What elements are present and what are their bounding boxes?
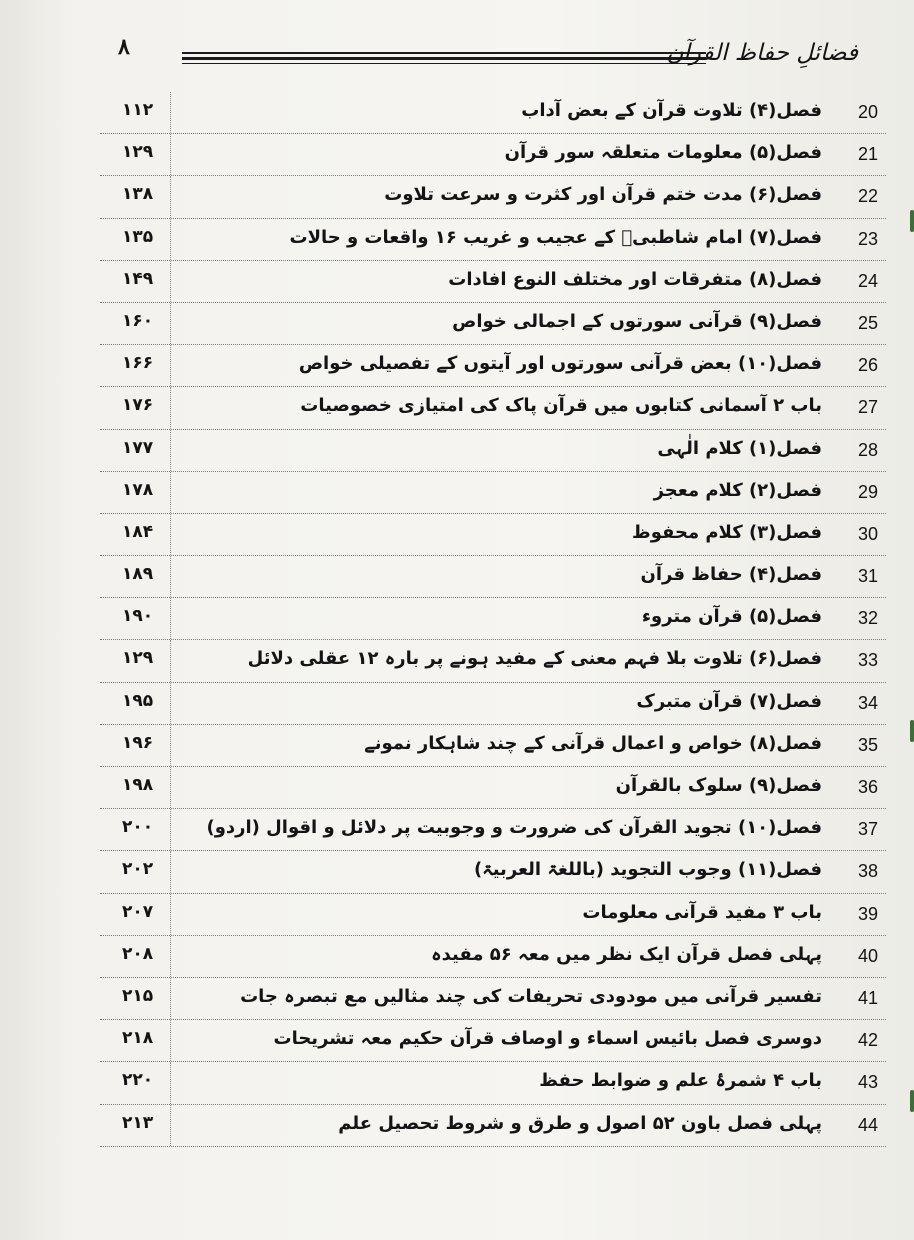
toc-entry-title: فصل(۱) کلام الٰہی [657,437,822,459]
toc-entry-title: فصل(۷) امام شاطبیؒ کے عجیب و غریب ۱۶ واقعات و حالات [289,226,822,248]
toc-row [100,767,886,809]
toc-serial-number: 20 [857,102,878,122]
column-divider [170,894,171,935]
toc-page-number: ۱۱۲ [122,100,154,120]
toc-serial-number: 36 [857,777,878,797]
column-divider [170,514,171,555]
column-divider [170,598,171,639]
toc-row [100,851,886,893]
page-number: ۸ [118,34,130,60]
toc-row [100,261,886,303]
toc-serial-number: 23 [857,228,878,249]
page-header [0,0,914,96]
header-rule [182,57,706,60]
toc-row [100,809,886,851]
column-divider [170,387,171,428]
toc-serial-number: 41 [857,987,878,1008]
toc-serial-number: 38 [857,861,878,882]
toc-row [100,514,886,556]
toc-page-number: ۱۶۶ [122,353,154,374]
toc-serial-number: 39 [857,903,878,924]
column-divider [170,303,171,344]
toc-entry-title: فصل(۸) خواص و اعمال قرآنی کے چند شاہکار نمونے [364,732,822,754]
toc-row [100,1020,886,1062]
toc-serial-number: 21 [857,144,878,165]
toc-row [100,430,886,472]
column-divider [170,556,171,597]
toc-entry-title: فصل(۸) متفرقات اور مختلف النوع افادات [448,268,822,290]
toc-page-number: ۱۷۸ [122,479,154,500]
column-divider [170,472,171,513]
toc-entry-title: فصل(۹) قرآنی سورتوں کے اجمالی خواص [452,310,822,332]
toc-row [100,176,886,218]
toc-row [100,472,886,514]
toc-row [100,134,886,176]
toc-page-number: ۱۶۰ [122,310,154,331]
column-divider [170,219,171,260]
column-divider [170,725,171,766]
toc-row [100,725,886,767]
column-divider [170,345,171,386]
toc-entry-title: تفسیر قرآنی میں مودودی تحریفات کی چند مثالیں مع تبصرہ جات [240,985,822,1007]
column-divider [170,851,171,892]
toc-serial-number: 26 [857,355,878,376]
toc-page-number: ۱۴۹ [122,268,154,289]
toc-serial-number: 30 [857,523,878,544]
column-divider [170,683,171,724]
toc-entry-title: فصل(۱۰) تجوید القرآن کی ضرورت و وجوبیت پر دلائل و اقوال (اردو) [206,817,822,839]
toc-page-number: ۲۱۵ [122,985,154,1006]
toc-entry-title: فصل(۴) حفاظ قرآن [640,564,822,586]
toc-entry-title: فصل(۶) تلاوت بلا فہم معنی کے مفید ہونے پر بارہ ۱۲ عقلی دلائل [247,648,822,670]
toc-serial-number: 43 [857,1072,878,1093]
toc-row [100,303,886,345]
toc-row [100,598,886,640]
toc-row [100,345,886,387]
toc-page-number: ۲۰۲ [122,859,154,880]
edge-mark [910,210,914,232]
toc-serial-number: 24 [857,270,878,291]
column-divider [170,1105,171,1146]
toc-page-number: ۱۹۸ [122,775,154,795]
toc-page-number: ۱۳۸ [122,184,154,205]
toc-serial-number: 28 [857,439,878,460]
toc-page-number: ۱۷۶ [122,395,154,416]
toc-row [100,556,886,598]
toc-page-number: ۲۰۰ [122,817,154,838]
toc-row [100,640,886,682]
toc-serial-number: 37 [857,819,878,840]
toc-page-number: ۲۱۸ [122,1028,154,1049]
table-of-contents [100,92,886,1147]
toc-entry-title: پہلی فصل باون ۵۲ اصول و طرق و شروط تحصیل علم [338,1112,822,1134]
column-divider [170,134,171,175]
toc-entry-title: فصل(۳) کلام محفوظ [632,521,822,543]
toc-row [100,92,886,134]
toc-entry-title: فصل(۷) قرآن متبرک [636,690,822,712]
column-divider [170,430,171,471]
toc-entry-title: باب ۲ آسمانی کتابوں میں قرآن پاک کی امتیازی خصوصیات [300,395,822,417]
column-divider [170,261,171,302]
toc-entry-title: باب ۳ مفید قرآنی معلومات [582,901,822,923]
toc-serial-number: 31 [857,566,878,587]
toc-entry-title: فصل(۹) سلوک بالقرآن [615,775,822,796]
toc-serial-number: 29 [857,481,878,502]
toc-row [100,683,886,725]
toc-entry-title: فصل(۵) معلومات متعلقہ سور قرآن [504,142,822,164]
toc-page-number: ۱۳۵ [122,226,154,247]
toc-page-number: ۱۲۹ [122,142,154,163]
column-divider [170,767,171,808]
toc-entry-title: دوسری فصل بائیس اسماء و اوصاف قرآن حکیم معہ تشریحات [273,1028,822,1050]
toc-entry-title: فصل(۱۰) بعض قرآنی سورتوں اور آیتوں کے تفصیلی خواص [298,353,822,375]
toc-row [100,387,886,429]
column-divider [170,936,171,977]
header-rule [182,52,706,54]
toc-serial-number: 35 [857,734,878,755]
toc-entry-title: باب ۴ شمرۂ علم و ضوابط حفظ [539,1070,822,1092]
toc-serial-number: 42 [857,1030,878,1051]
toc-serial-number: 27 [857,397,878,418]
toc-serial-number: 33 [857,650,878,671]
header-rule [182,63,706,64]
toc-page-number: ۱۷۷ [122,437,154,458]
column-divider [170,640,171,681]
column-divider [170,1020,171,1061]
toc-page-number: ۲۰۸ [122,943,154,964]
toc-page-number: ۲۱۳ [122,1112,154,1133]
column-divider [170,1062,171,1103]
toc-row [100,1062,886,1104]
column-divider [170,92,171,133]
toc-entry-title: فصل(۱۱) وجوب التجوید (باللغۃ العربیۃ) [473,859,822,881]
toc-page-number: ۱۹۰ [122,606,154,627]
toc-row [100,936,886,978]
toc-entry-title: فصل(۴) تلاوت قرآن کے بعض آداب [521,100,822,121]
toc-page-number: ۱۸۴ [122,521,154,542]
toc-page-number: ۲۲۰ [122,1070,154,1091]
toc-page-number: ۱۹۵ [122,690,154,711]
toc-serial-number: 22 [857,186,878,207]
toc-row [100,219,886,261]
toc-entry-title: فصل(۲) کلام معجز [653,479,822,501]
toc-serial-number: 32 [857,608,878,629]
toc-row [100,1105,886,1147]
toc-page-number: ۱۸۹ [122,564,154,585]
toc-entry-title: فصل(۶) مدت ختم قرآن اور کثرت و سرعت تلاوت [384,184,822,206]
toc-page-number: ۲۰۷ [122,901,154,922]
toc-row [100,978,886,1020]
book-title: فضائلِ حفاظ القرآن [666,40,858,66]
toc-serial-number: 40 [857,945,878,966]
toc-entry-title: پہلی فصل قرآن ایک نظر میں معہ ۵۶ مفیدہ [431,943,822,965]
column-divider [170,176,171,217]
edge-mark [910,1090,914,1112]
toc-row [100,894,886,936]
toc-serial-number: 34 [857,692,878,713]
toc-serial-number: 25 [857,312,878,333]
column-divider [170,809,171,850]
toc-entry-title: فصل(۵) قرآن متروء [641,606,822,628]
column-divider [170,978,171,1019]
toc-serial-number: 44 [857,1114,878,1135]
toc-page-number: ۱۲۹ [122,648,154,669]
toc-page-number: ۱۹۶ [122,732,154,753]
edge-mark [910,720,914,742]
